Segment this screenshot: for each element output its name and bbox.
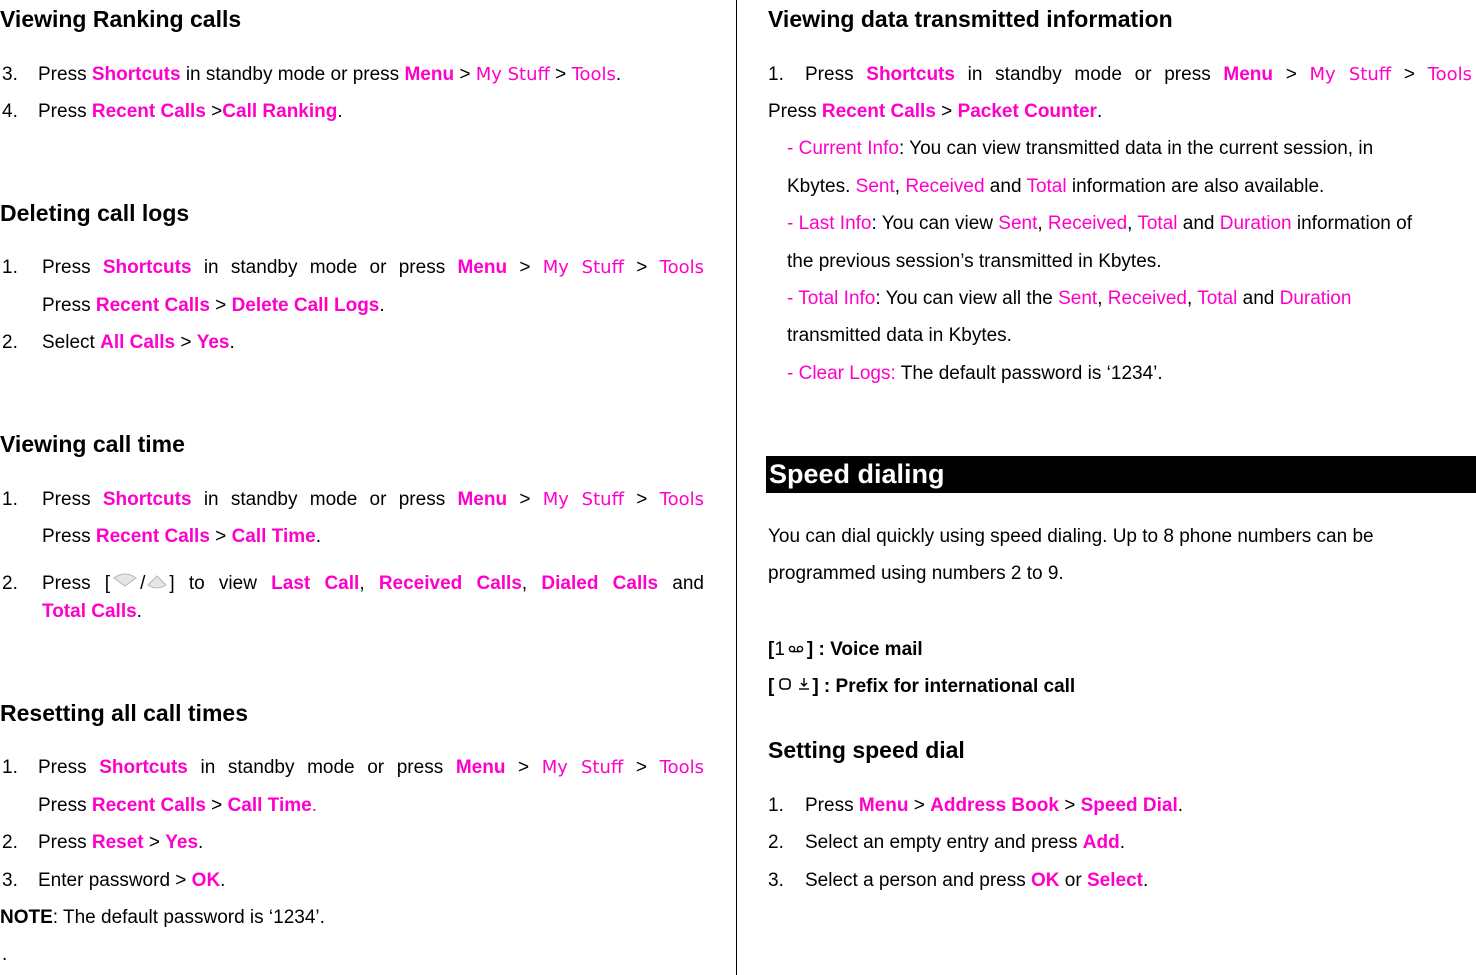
text-span: Recent Calls bbox=[821, 101, 936, 122]
text-span: Reset bbox=[91, 832, 144, 853]
deleting-step-1-cont bbox=[42, 295, 385, 317]
text-span: Menu bbox=[858, 795, 909, 816]
text-span: 1. bbox=[2, 757, 18, 778]
text-span: Menu bbox=[1223, 64, 1274, 85]
text-span: 1. bbox=[2, 489, 18, 510]
text-span: Sent bbox=[855, 176, 895, 197]
text-span: > bbox=[549, 64, 572, 85]
text-span: Total Calls bbox=[42, 601, 137, 622]
speed-step-2 bbox=[768, 832, 1125, 854]
section-title-calltime: Viewing call time bbox=[0, 431, 185, 457]
resetting-step-3 bbox=[2, 870, 225, 892]
section-title-setting-speed-dial: Setting speed dial bbox=[768, 737, 965, 763]
text-span: information of bbox=[1291, 213, 1412, 234]
speed-intro-1: You can dial quickly using speed dialing. Up to 8 phone numbers can be bbox=[768, 526, 1374, 547]
total-info-line bbox=[787, 288, 1351, 310]
plus-prefix-icon bbox=[796, 676, 812, 698]
stray-dot: . bbox=[2, 944, 8, 965]
text-span: Call Time bbox=[231, 526, 316, 547]
data-step-1-cont bbox=[768, 101, 1102, 123]
deleting-step-2 bbox=[2, 332, 235, 354]
speed-step-1 bbox=[768, 795, 1183, 817]
text-span: . bbox=[379, 295, 385, 316]
text-span: . bbox=[615, 64, 622, 85]
text-span: 2. bbox=[2, 832, 18, 853]
text-span: > bbox=[623, 257, 660, 278]
text-span: . bbox=[1142, 870, 1149, 891]
text-span: My Stuff bbox=[1309, 64, 1392, 85]
text-span: > bbox=[1058, 795, 1081, 816]
clear-logs-line bbox=[787, 363, 1163, 385]
ranking-step-4 bbox=[2, 101, 343, 123]
text-span: and bbox=[658, 573, 705, 595]
text-span: Received Calls bbox=[378, 573, 522, 595]
text-span: Packet Counter bbox=[957, 101, 1097, 122]
text-span: Press bbox=[38, 64, 92, 85]
text-span: . bbox=[1119, 832, 1125, 853]
text-span: Last Call bbox=[271, 573, 360, 595]
text-span: . bbox=[1177, 795, 1184, 816]
text-span: Press bbox=[42, 295, 96, 316]
text-span: . bbox=[198, 832, 204, 853]
text-span: in standby mode or press bbox=[191, 489, 458, 510]
text-span: in standby mode or press bbox=[954, 64, 1224, 85]
text-span: , bbox=[359, 573, 379, 595]
text-span: 1. bbox=[2, 257, 18, 278]
text-span: . bbox=[315, 526, 321, 547]
text-span: Press bbox=[42, 257, 103, 278]
key-zero-icon bbox=[774, 676, 796, 698]
resetting-note bbox=[0, 907, 325, 929]
text-span: . bbox=[1096, 101, 1103, 122]
text-span: Call Time bbox=[227, 795, 312, 816]
text-span: ] to view bbox=[169, 573, 272, 595]
text-span: Shortcuts bbox=[102, 257, 192, 278]
text-span: My Stuff bbox=[541, 757, 624, 778]
text-span: in standby mode or press bbox=[180, 64, 405, 85]
text-span: Sent bbox=[1058, 288, 1098, 309]
text-span: Dialed Calls bbox=[541, 573, 659, 595]
text-span: 1. bbox=[768, 795, 784, 816]
text-span: Total bbox=[1026, 176, 1067, 197]
text-span: [ bbox=[768, 676, 775, 698]
text-span: 2. bbox=[768, 832, 784, 853]
text-span: Select bbox=[42, 332, 101, 353]
text-span: > bbox=[935, 101, 958, 122]
text-span: Tools bbox=[1427, 64, 1473, 85]
last-info-line-2: the previous session’s transmitted in Kbytes. bbox=[787, 251, 1162, 272]
text-span: Recent Calls bbox=[91, 101, 206, 122]
text-span: and bbox=[1177, 213, 1220, 234]
text-span: Recent Calls bbox=[91, 795, 206, 816]
text-span: Shortcuts bbox=[99, 757, 188, 778]
text-span: Press bbox=[42, 526, 96, 547]
text-span: My Stuff bbox=[475, 64, 550, 85]
text-span: Press bbox=[38, 832, 92, 853]
text-span: Shortcuts bbox=[91, 64, 181, 85]
text-span: Add bbox=[1082, 832, 1120, 853]
text-span: - Last Info bbox=[787, 213, 872, 234]
text-span: Yes bbox=[165, 832, 199, 853]
text-span: > bbox=[1273, 64, 1310, 85]
text-span: , bbox=[1037, 213, 1048, 234]
text-span: Kbytes. bbox=[787, 176, 856, 197]
text-span: , bbox=[1187, 288, 1198, 309]
text-span: . bbox=[220, 870, 226, 891]
calltime-step-1 bbox=[2, 489, 704, 511]
text-span: > bbox=[454, 64, 476, 85]
section-title-resetting: Resetting all call times bbox=[0, 700, 248, 726]
calltime-step-2-cont bbox=[42, 601, 142, 623]
text-span: and bbox=[984, 176, 1027, 197]
text-span: > bbox=[1391, 64, 1428, 85]
speed-step-3 bbox=[768, 870, 1148, 892]
text-span: - Total Info bbox=[787, 288, 876, 309]
text-span: - Current Info bbox=[787, 138, 899, 159]
text-span: 3. bbox=[768, 870, 784, 891]
text-span: 2. bbox=[2, 573, 18, 595]
text-span: Recent Calls bbox=[95, 295, 210, 316]
section-title-ranking: Viewing Ranking calls bbox=[0, 6, 242, 32]
text-span: My Stuff bbox=[542, 489, 624, 510]
text-span: Received bbox=[905, 176, 985, 197]
text-span: 2. bbox=[2, 332, 18, 353]
voicemail-icon bbox=[785, 639, 807, 661]
text-span: / bbox=[140, 573, 146, 595]
text-span: > bbox=[175, 332, 197, 353]
text-span: 3. bbox=[2, 870, 18, 891]
text-span: Menu bbox=[457, 489, 508, 510]
text-span: in standby mode or press bbox=[191, 257, 458, 278]
text-span: > bbox=[209, 295, 232, 316]
text-span: Select a person and press bbox=[805, 870, 1032, 891]
speed-dialing-banner bbox=[766, 456, 1476, 493]
text-span: . bbox=[311, 795, 317, 816]
text-span: 1. bbox=[768, 64, 784, 85]
text-span: My Stuff bbox=[542, 257, 624, 278]
text-span: : The default password is ‘1234’. bbox=[52, 907, 325, 928]
text-span: : You can view transmitted data in the current session, in bbox=[898, 138, 1374, 159]
resetting-step-2 bbox=[2, 832, 203, 854]
text-span: > bbox=[623, 757, 660, 778]
text-span: Press bbox=[805, 64, 867, 85]
text-span: . bbox=[229, 332, 235, 353]
section-title-deleting: Deleting call logs bbox=[0, 200, 190, 226]
text-span: Received bbox=[1107, 288, 1187, 309]
text-span: Shortcuts bbox=[866, 64, 955, 85]
text-span: Menu bbox=[404, 64, 455, 85]
text-span: Delete Call Logs bbox=[231, 295, 380, 316]
text-span: NOTE bbox=[0, 907, 53, 928]
text-span: Tools bbox=[659, 257, 704, 278]
resetting-step-1-cont bbox=[38, 795, 317, 817]
nav-down-key-icon bbox=[145, 570, 169, 598]
text-span: > bbox=[505, 757, 542, 778]
text-span: Menu bbox=[455, 757, 506, 778]
text-span: Select bbox=[1086, 870, 1143, 891]
text-span: Received bbox=[1047, 213, 1128, 234]
text-span: Call Ranking bbox=[222, 101, 338, 122]
text-span: , bbox=[894, 176, 906, 197]
text-span: Press [ bbox=[42, 573, 111, 595]
resetting-step-1 bbox=[2, 757, 704, 779]
text-span: Press bbox=[38, 757, 100, 778]
text-span: Press bbox=[38, 795, 92, 816]
text-span: Yes bbox=[196, 332, 230, 353]
current-info-line-2 bbox=[787, 176, 1324, 198]
text-span: and bbox=[1237, 288, 1280, 309]
speed-dialing-title: Speed dialing bbox=[769, 459, 945, 489]
text-span: Menu bbox=[457, 257, 508, 278]
text-span: Enter password > bbox=[38, 870, 192, 891]
text-span: information are also available. bbox=[1066, 176, 1325, 197]
key-one-digit: 1 bbox=[774, 639, 785, 661]
text-span: > bbox=[507, 257, 543, 278]
text-span: Tools bbox=[659, 757, 704, 778]
text-span: in standby mode or press bbox=[187, 757, 456, 778]
text-span: Press bbox=[805, 795, 859, 816]
calltime-step-1-cont bbox=[42, 526, 321, 548]
deleting-step-1 bbox=[2, 257, 704, 279]
text-span: , bbox=[1097, 288, 1108, 309]
text-span: Recent Calls bbox=[95, 526, 210, 547]
text-span: . bbox=[136, 601, 142, 622]
text-span: > bbox=[205, 795, 228, 816]
total-info-line-2: transmitted data in Kbytes. bbox=[787, 325, 1012, 346]
text-span: 4. bbox=[2, 101, 18, 122]
ranking-step-3 bbox=[2, 64, 621, 86]
text-span: . bbox=[337, 101, 343, 122]
text-span: Press bbox=[42, 489, 103, 510]
text-span: Duration bbox=[1219, 213, 1292, 234]
text-span: Speed Dial bbox=[1080, 795, 1178, 816]
text-span: OK bbox=[1031, 870, 1060, 891]
text-span: The default password is ‘1234’. bbox=[895, 363, 1163, 384]
text-span: 3. bbox=[2, 64, 18, 85]
text-span: Address Book bbox=[930, 795, 1059, 816]
text-span: : You can view bbox=[871, 213, 999, 234]
text-span: : You can view all the bbox=[875, 288, 1059, 309]
text-span: > bbox=[209, 526, 232, 547]
text-span: Shortcuts bbox=[102, 489, 192, 510]
text-span: or bbox=[1059, 870, 1087, 891]
intl-prefix-key-line bbox=[768, 676, 1075, 698]
text-span: All Calls bbox=[100, 332, 176, 353]
text-span: [ bbox=[768, 639, 775, 661]
text-span: ] : Prefix for international call bbox=[812, 676, 1076, 698]
text-span: OK bbox=[191, 870, 221, 891]
text-span: > bbox=[143, 832, 166, 853]
column-divider bbox=[736, 0, 737, 975]
last-info-line bbox=[787, 213, 1412, 235]
text-span: , bbox=[1127, 213, 1138, 234]
calltime-step-2 bbox=[2, 570, 704, 598]
text-span: Duration bbox=[1279, 288, 1352, 309]
text-span: Press bbox=[768, 101, 822, 122]
nav-up-key-icon bbox=[110, 570, 140, 598]
text-span: > bbox=[507, 489, 543, 510]
text-span: > bbox=[908, 795, 931, 816]
text-span: , bbox=[521, 573, 542, 595]
text-span: Press bbox=[38, 101, 92, 122]
text-span: Tools bbox=[571, 64, 616, 85]
text-span: - Clear Logs: bbox=[787, 363, 896, 384]
text-span: ] : Voice mail bbox=[806, 639, 923, 661]
voice-mail-key-line bbox=[768, 639, 923, 661]
text-span: Total bbox=[1137, 213, 1178, 234]
current-info-line bbox=[787, 138, 1373, 160]
data-step-1 bbox=[768, 64, 1472, 86]
speed-intro-2: programmed using numbers 2 to 9. bbox=[768, 563, 1064, 584]
text-span: Sent bbox=[998, 213, 1038, 234]
text-span: Tools bbox=[659, 489, 704, 510]
text-span: > bbox=[623, 489, 660, 510]
section-title-data: Viewing data transmitted information bbox=[768, 6, 1173, 32]
text-span: Select an empty entry and press bbox=[805, 832, 1083, 853]
text-span: Total bbox=[1197, 288, 1238, 309]
text-span: > bbox=[205, 101, 223, 122]
